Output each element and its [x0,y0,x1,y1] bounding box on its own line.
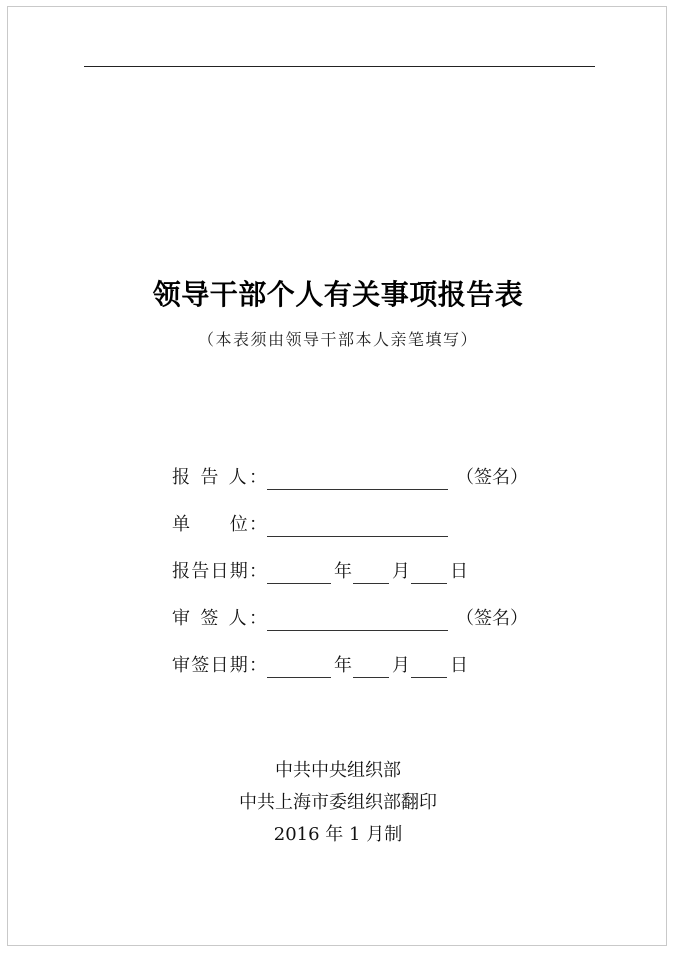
reviewer-row [172,607,528,631]
review-day-field[interactable] [411,657,447,678]
review-year-unit: 年 [334,655,352,676]
review-month-unit: 月 [392,655,410,676]
report-month-unit: 月 [392,561,410,582]
reporter-signature-field[interactable] [267,469,448,490]
unit-row [172,513,450,537]
report-year-unit: 年 [334,561,352,582]
reviewer-signature-field[interactable] [267,610,448,631]
reprinter-text: 中共上海市委组织部翻印 [239,792,437,813]
report-month-field[interactable] [353,563,389,584]
document-subtitle: （本表须由领导干部本人亲笔填写） [197,330,478,349]
issuer-text: 中共中央组织部 [275,760,401,781]
report-date-row [172,560,469,584]
reporter-label: 报 告 人： [172,467,267,488]
reporter-row [172,466,528,490]
header-rule [84,66,595,67]
unit-field[interactable] [267,516,448,537]
reviewer-label: 审 签 人： [172,608,267,629]
review-year-field[interactable] [267,657,331,678]
review-month-field[interactable] [353,657,389,678]
review-day-unit: 日 [450,655,468,676]
report-day-unit: 日 [450,561,468,582]
reporter-sign-note: （签名） [456,467,528,488]
issue-date-text: 2016 年 1 月制 [273,824,403,845]
review-date-label: 审签日期： [172,655,267,676]
unit-label: 单 位： [172,514,267,535]
document-page [7,6,667,946]
report-date-label: 报告日期： [172,561,267,582]
report-year-field[interactable] [267,563,331,584]
reviewer-sign-note: （签名） [456,608,528,629]
report-day-field[interactable] [411,563,447,584]
document-title: 领导干部个人有关事项报告表 [152,278,524,311]
review-date-row [172,654,469,678]
